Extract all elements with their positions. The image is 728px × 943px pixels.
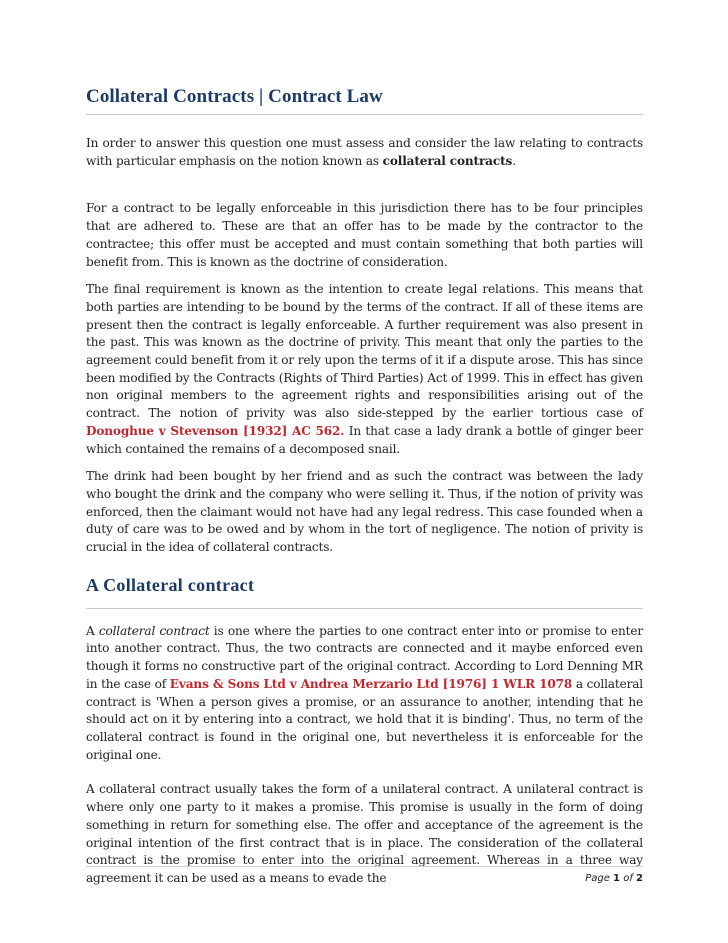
case-citation-donoghue: Donoghue v Stevenson [1932] AC 562. bbox=[86, 423, 345, 438]
case-citation-evans: Evans & Sons Ltd v Andrea Merzario Ltd [1976] 1 WLR 1078 bbox=[169, 676, 573, 691]
document-page bbox=[86, 86, 643, 888]
paragraph-enforceability: For a contract to be legally enforceable in this jurisdiction there has to be four principles that are adhered to. These are that an offer has to be made by the contractor to the contractee; this offer must be accepted and must contain something that both parties will benefit from. This is known as the doctrine of consideration. bbox=[86, 201, 643, 269]
paragraph-drink: The drink had been bought by her friend and as such the contract was between the lady who bought the drink and the company who were selling it. Thus, if the notion of privity was enforced, then the claimant would not have had any legal redress. This case founded when a duty of care was to be owed and by whom in the tort of negligence. The notion of privity is crucial in the idea of collateral contracts. bbox=[86, 469, 643, 555]
intro-text: In order to answer this question one must assess and consider the law relating to contracts with particular emphasis on the notion known as bbox=[86, 136, 643, 168]
page-footer bbox=[86, 866, 643, 884]
privity-text: The final requirement is known as the intention to create legal relations. This means that both parties are intending to be bound by the terms of the contract. If all of these items are present then the contract is legally enforceable. A further requirement was also present in the past. This was known as the doctrine of privity. This meant that only the parties to the agreement could benefit from it or rely upon the terms of it if a dispute arose. This has since been modified by the Contracts (Rights of Third Parties) Act of 1999. This in effect has given non original members to the agreement rights and responsibilities arising out of the contract. The notion of privity was also side-stepped by the earlier tortious case of bbox=[86, 282, 643, 421]
definition-article: A bbox=[86, 623, 99, 638]
definition-end: a collateral contract is 'When a person gives a promise, or an assurance to another, intending that he should act on it by entering into a contract, we hold that it is binding'. Thus, no term of the collateral contract is found in the original one, but nevertheless it is enforceable for the original one. bbox=[86, 676, 643, 762]
footer-total-pages: 2 bbox=[636, 873, 643, 884]
paragraph-unilateral: A collateral contract usually takes the form of a unilateral contract. A unilateral contract is where only one party to it makes a promise. This promise is usually in the form of doing something in return for something else. The offer and acceptance of the agreement is the original intention of the first contract that is in place. The consideration of the collateral contract is the promise to enter into the original agreement. Whereas in a three way agreement it can be used as a means to evade the bbox=[86, 782, 643, 885]
footer-of-word: of bbox=[623, 873, 633, 884]
intro-bold-term: collateral contracts bbox=[382, 153, 513, 168]
definition-italic-term: collateral contract bbox=[98, 623, 210, 638]
document-title: Collateral Contracts | Contract Law bbox=[86, 86, 643, 115]
privity-end: In that case a lady drank a bottle of ginger beer which contained the remains of a decomposed snail. bbox=[86, 423, 643, 456]
footer-page-word: Page bbox=[585, 873, 610, 884]
definition-text: is one where the parties to one contract enter into or promise to enter into another contract. Thus, the two contracts are connected and it maybe enforced even though it forms no constructive part of the original contract. According to Lord Denning MR in the case of bbox=[86, 623, 644, 691]
footer-current-page: 1 bbox=[613, 873, 621, 884]
paragraph-privity bbox=[86, 281, 643, 458]
intro-end: . bbox=[512, 153, 516, 168]
intro-paragraph bbox=[86, 135, 643, 170]
paragraph-collateral-definition bbox=[86, 623, 643, 765]
section-heading-collateral: A Collateral contract bbox=[86, 575, 643, 609]
